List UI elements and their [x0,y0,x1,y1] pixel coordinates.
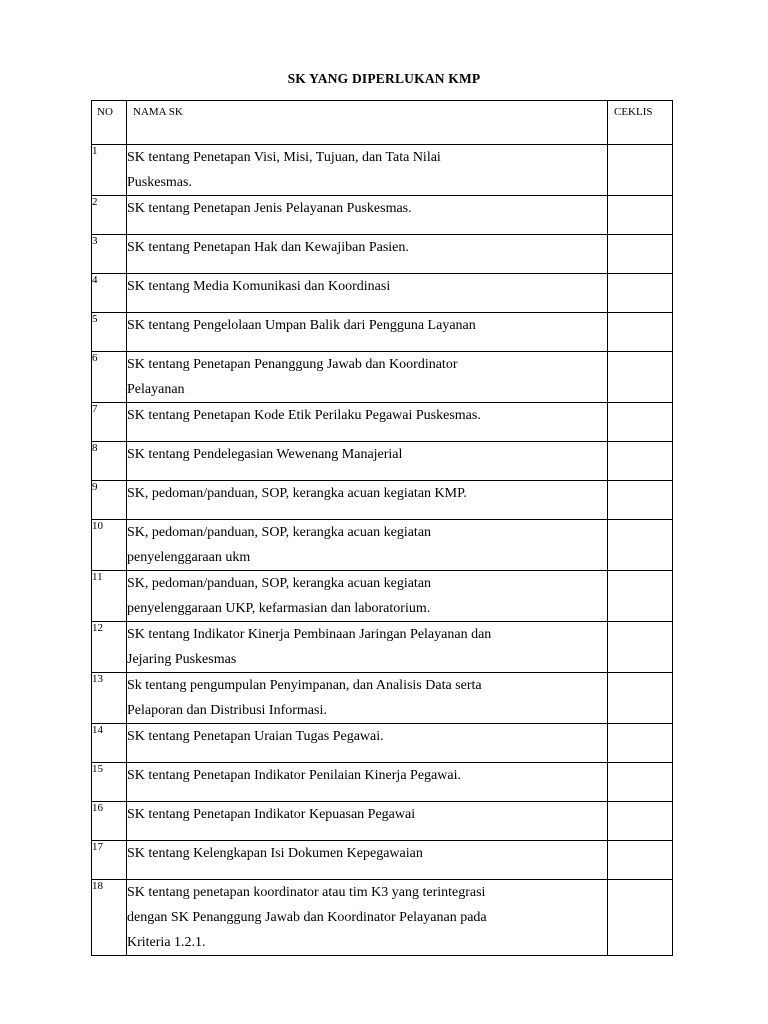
document-title: SK YANG DIPERLUKAN KMP [287,71,481,86]
sk-name-line: SK tentang Penetapan Hak dan Kewajiban Pasien. [127,240,409,255]
table-row [92,724,673,763]
row-sk-name [127,622,608,673]
table-row [92,235,673,274]
row-sk-name [127,403,608,442]
sk-name-line: Sk tentang pengumpulan Penyimpanan, dan Analisis Data serta [127,678,482,693]
row-sk-name [127,802,608,841]
row-number: 18 [92,880,127,956]
sk-name-line: SK tentang Penetapan Kode Etik Perilaku Pegawai Puskesmas. [127,408,481,423]
checklist-cell[interactable] [608,274,673,313]
sk-name-line: SK tentang Penetapan Indikator Penilaian Kinerja Pegawai. [127,768,461,783]
row-sk-name [127,235,608,274]
table-row [92,403,673,442]
row-number: 10 [92,520,127,571]
table-row [92,274,673,313]
sk-name-line: Pelayanan [127,382,185,397]
checklist-cell[interactable] [608,673,673,724]
row-number: 4 [92,274,127,313]
sk-name-line: SK tentang Indikator Kinerja Pembinaan Jaringan Pelayanan dan [127,627,492,642]
sk-name-line: SK tentang Penetapan Jenis Pelayanan Puskesmas. [127,201,412,216]
table-row [92,571,673,622]
checklist-cell[interactable] [608,352,673,403]
row-sk-name [127,352,608,403]
column-header-no: NO [92,101,127,145]
sk-name-line: penyelenggaraan ukm [127,550,251,565]
checklist-cell[interactable] [608,235,673,274]
checklist-cell[interactable] [608,313,673,352]
row-sk-name [127,313,608,352]
checklist-cell[interactable] [608,880,673,956]
sk-checklist-table [91,100,673,956]
sk-name-line: dengan SK Penanggung Jawab dan Koordinator Pelayanan pada [127,910,487,925]
checklist-cell[interactable] [608,196,673,235]
row-number: 17 [92,841,127,880]
checklist-cell[interactable] [608,442,673,481]
sk-name-line: SK tentang Pengelolaan Umpan Balik dari Pengguna Layanan [127,318,476,333]
checklist-cell[interactable] [608,802,673,841]
row-sk-name [127,442,608,481]
table-row [92,841,673,880]
checklist-cell[interactable] [608,520,673,571]
sk-name-line: SK tentang Kelengkapan Isi Dokumen Kepegawaian [127,846,423,861]
column-header-name: NAMA SK [127,101,608,145]
row-sk-name [127,673,608,724]
sk-name-line: SK, pedoman/panduan, SOP, kerangka acuan kegiatan KMP. [127,486,467,501]
checklist-cell[interactable] [608,622,673,673]
checklist-cell[interactable] [608,481,673,520]
row-sk-name [127,571,608,622]
row-number: 15 [92,763,127,802]
sk-name-line: SK, pedoman/panduan, SOP, kerangka acuan kegiatan [127,525,432,540]
row-number: 7 [92,403,127,442]
row-number: 12 [92,622,127,673]
row-sk-name [127,481,608,520]
table-row [92,196,673,235]
row-number: 1 [92,145,127,196]
row-number: 5 [92,313,127,352]
checklist-cell[interactable] [608,571,673,622]
row-sk-name [127,724,608,763]
checklist-cell[interactable] [608,724,673,763]
row-sk-name [127,763,608,802]
table-row [92,802,673,841]
table-row [92,622,673,673]
row-number: 13 [92,673,127,724]
sk-name-line: SK tentang Penetapan Visi, Misi, Tujuan, dan Tata Nilai [127,150,441,165]
row-sk-name [127,880,608,956]
sk-name-line: Kriteria 1.2.1. [127,935,206,950]
table-row [92,352,673,403]
table-row [92,442,673,481]
row-sk-name [127,274,608,313]
row-sk-name [127,196,608,235]
table-row [92,481,673,520]
table-row [92,673,673,724]
row-sk-name [127,145,608,196]
sk-name-line: Pelaporan dan Distribusi Informasi. [127,703,327,718]
checklist-cell[interactable] [608,841,673,880]
row-number: 9 [92,481,127,520]
row-number: 16 [92,802,127,841]
row-number: 11 [92,571,127,622]
row-number: 3 [92,235,127,274]
row-number: 2 [92,196,127,235]
sk-name-line: SK tentang Media Komunikasi dan Koordinasi [127,279,391,294]
checklist-cell[interactable] [608,763,673,802]
sk-name-line: penyelenggaraan UKP, kefarmasian dan laboratorium. [127,601,431,616]
sk-name-line: SK, pedoman/panduan, SOP, kerangka acuan kegiatan [127,576,432,591]
row-number: 14 [92,724,127,763]
row-sk-name [127,520,608,571]
table-row [92,520,673,571]
sk-name-line: SK tentang Penetapan Penanggung Jawab dan Koordinator [127,357,458,372]
table-row [92,763,673,802]
checklist-cell[interactable] [608,145,673,196]
sk-name-line: Puskesmas. [127,175,192,190]
sk-name-line: SK tentang Pendelegasian Wewenang Manajerial [127,447,403,462]
row-number: 6 [92,352,127,403]
sk-name-line: SK tentang Penetapan Indikator Kepuasan Pegawai [127,807,416,822]
table-row [92,145,673,196]
sk-name-line: Jejaring Puskesmas [127,652,237,667]
row-sk-name [127,841,608,880]
sk-name-line: SK tentang penetapan koordinator atau tim K3 yang terintegrasi [127,885,486,900]
table-header-row [92,101,673,145]
sk-name-line: SK tentang Penetapan Uraian Tugas Pegawai. [127,729,384,744]
checklist-cell[interactable] [608,403,673,442]
row-number: 8 [92,442,127,481]
column-header-check: CEKLIS [608,101,673,145]
table-row [92,313,673,352]
table-row [92,880,673,956]
